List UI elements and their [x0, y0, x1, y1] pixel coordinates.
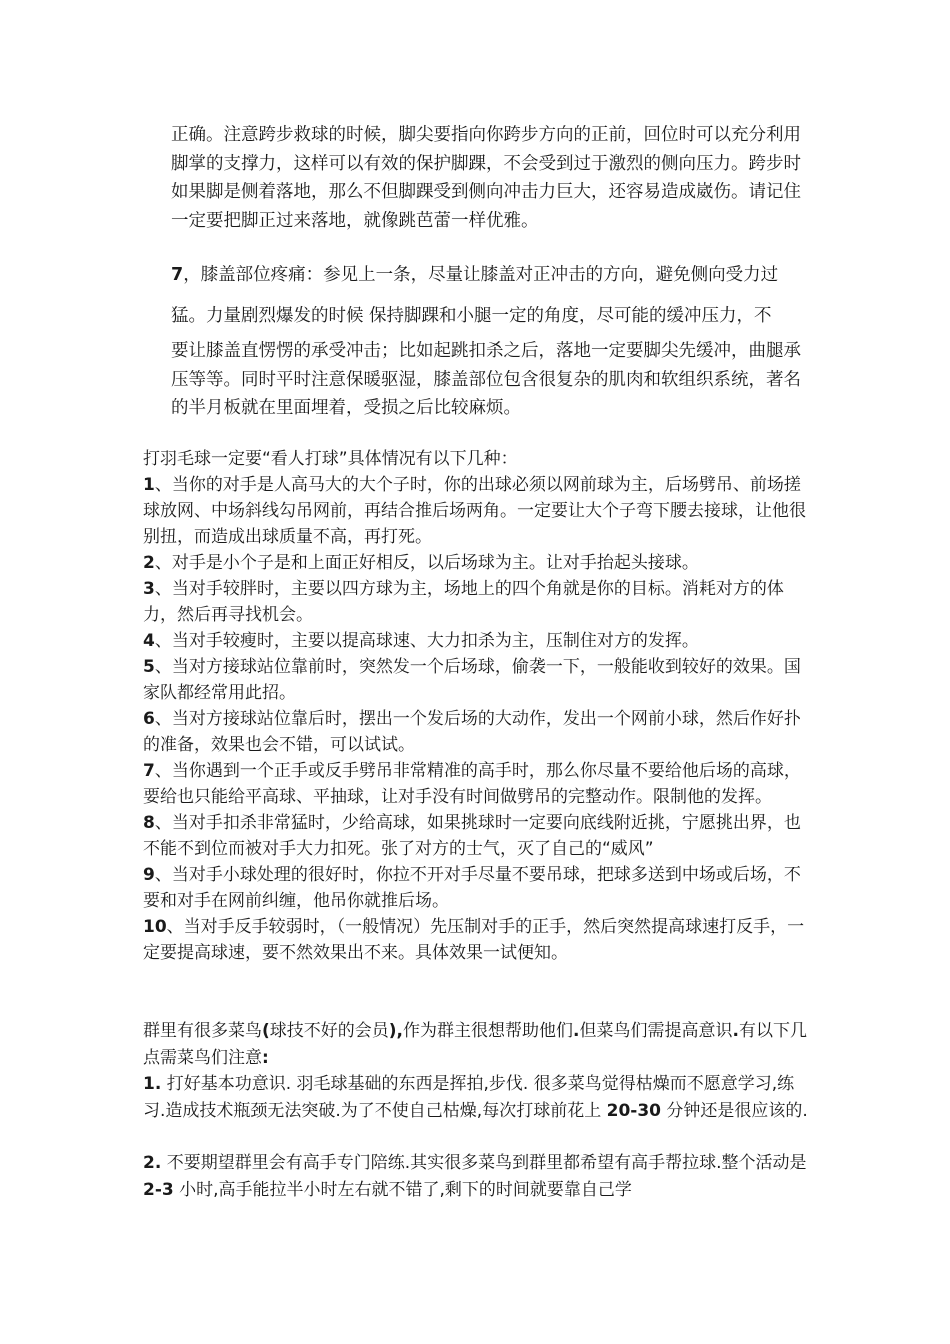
paragraph-text: 猛。力量剧烈爆发的时候 保持脚踝和小腿一定的角度，尽可能的缓冲压力，不	[171, 306, 772, 326]
tactic-item	[143, 810, 811, 862]
intro-text: .	[573, 1021, 580, 1041]
tactic-item	[143, 758, 811, 810]
tip-text: 打好基本功意识. 羽毛球基础的东西是挥拍,步伐. 很多菜鸟觉得枯燥而不愿意学习,练习.造成技术瓶颈无法突破.为了不使自己枯燥,每次打球前花上	[143, 1074, 795, 1121]
intro-text: 但菜鸟们需提高意识	[579, 1021, 733, 1041]
item-number: 7	[143, 761, 155, 781]
item-number: 2.	[143, 1153, 162, 1173]
item-number: 3	[143, 579, 155, 599]
tip-text: 小时,高手能拉半小时左右就不错了,剩下的时间就要靠自己学	[173, 1179, 632, 1200]
tip-number: 2-3	[143, 1179, 174, 1200]
tactic-text: 、当对手较瘦时，主要以提高球速、大力扣杀为主，压制住对方的发挥。	[154, 631, 699, 651]
tactic-item	[143, 628, 811, 654]
item-number: 1.	[143, 1074, 162, 1094]
tactic-item	[143, 862, 811, 914]
tactic-text: 、当对方接球站位靠后时，摆出一个发后场的大动作，发出一个网前小球，然后作好扑的准备，效果也会不错，可以试试。	[143, 709, 801, 755]
tactic-text: 、当对手小球处理的很好时，你拉不开对手尽量不要吊球，把球多送到中场或后场，不要和对手在网前纠缠，他吊你就推后场。	[143, 865, 801, 911]
tactic-text: 、当对方接球站位靠前时，突然发一个后场球，偷袭一下，一般能收到较好的效果。国家队都经常用此招。	[143, 657, 801, 703]
tip-text: 不要期望群里会有高手专门陪练.其实很多菜鸟到群里都希望有高手帮拉球.整个活动是	[161, 1153, 807, 1173]
item-number: 1	[143, 475, 155, 495]
item-number: 8	[143, 813, 155, 833]
intro-text: 有以下几点需菜鸟们注意	[143, 1021, 807, 1068]
item-number: 9	[143, 865, 155, 885]
item-number: 10	[143, 917, 167, 937]
tip-number: 20-30	[606, 1100, 661, 1121]
tactic-item	[143, 654, 811, 706]
tactic-item	[143, 550, 811, 576]
intro-text: ),	[388, 1021, 404, 1041]
tactic-text: 、对手是小个子是和上面正好相反，以后场球为主。让对手抬起头接球。	[154, 553, 699, 573]
tactic-text: 、当对手反手较弱时，（一般情况）先压制对手的正手，然后突然提高球速打反手，一定要提高球速，要不然效果出不来。具体效果一试便知。	[143, 917, 805, 963]
intro-text: .	[732, 1021, 739, 1041]
item-number: 2	[143, 553, 155, 573]
intro-text: :	[262, 1047, 269, 1068]
tactic-item	[143, 914, 811, 966]
injury-section	[171, 121, 811, 423]
paragraph-knee	[171, 255, 811, 337]
tactics-section	[143, 446, 811, 966]
section-intro	[143, 1018, 811, 1071]
intro-text: 作为群主很想帮助他们	[403, 1021, 574, 1041]
item-number: 4	[143, 631, 155, 651]
intro-text: (	[262, 1021, 270, 1041]
item-number: 6	[143, 709, 155, 729]
tip-basics	[143, 1071, 811, 1124]
tactic-text: 、当对手扣杀非常猛时，少给高球，如果挑球时一定要向底线附近挑，宁愿挑出界，也不能不到位而被对手大力扣死。张了对方的士气，灭了自己的“威风”	[143, 813, 801, 859]
tactic-text: 、当你遇到一个正手或反手劈吊非常精准的高手时，那么你尽量不要给他后场的高球，要给也只能给平高球、平抽球，让对手没有时间做劈吊的完整动作。限制他的发挥。	[143, 761, 801, 807]
tactic-item	[143, 576, 811, 628]
tactics-list	[143, 472, 811, 966]
paragraph-text: ，膝盖部位疼痛：参见上一条，尽量让膝盖对正冲击的方向，避免侧向受力过	[183, 265, 779, 285]
item-number: 5	[143, 657, 155, 677]
intro-text: 球技不好的会员	[269, 1021, 389, 1041]
beginner-section	[143, 1018, 811, 1203]
tactic-item	[143, 472, 811, 550]
tactic-text: 、当对手较胖时，主要以四方球为主，场地上的四个角就是你的目标。消耗对方的体力，然后再寻找机会。	[143, 579, 784, 625]
intro-text: 群里有很多菜鸟	[143, 1021, 262, 1041]
section-intro: 打羽毛球一定要“看人打球”具体情况有以下几种：	[143, 449, 518, 469]
tip-practice	[143, 1150, 811, 1203]
item-number: 7	[171, 265, 184, 285]
tip-text: 分钟还是很应该的.	[661, 1100, 808, 1121]
tactic-item	[143, 706, 811, 758]
paragraph-knee-continued: 要让膝盖直愣愣的承受冲击；比如起跳扣杀之后，落地一定要脚尖先缓冲，曲腿承压等等。同时平时注意保暖驱湿，膝盖部位包含很复杂的肌肉和软组织系统，著名的半月板就在里面埋着，受损之后比较麻烦。	[171, 341, 801, 418]
tactic-text: 、当你的对手是人高马大的大个子时，你的出球必须以网前球为主，后场劈吊、前场搓球放网、中场斜线勾吊网前，再结合推后场两角。一定要让大个子弯下腰去接球，让他很别扭，而造成出球质量不高，再打死。	[143, 475, 806, 547]
paragraph-previous: 正确。注意跨步救球的时候，脚尖要指向你跨步方向的正前，回位时可以充分利用脚掌的支撑力，这样可以有效的保护脚踝，不会受到过于激烈的侧向压力。跨步时如果脚是侧着落地，那么不但脚踝受到侧向冲击力巨大，还容易造成崴伤。请记住一定要把脚正过来落地，就像跳芭蕾一样优雅。	[171, 125, 801, 231]
